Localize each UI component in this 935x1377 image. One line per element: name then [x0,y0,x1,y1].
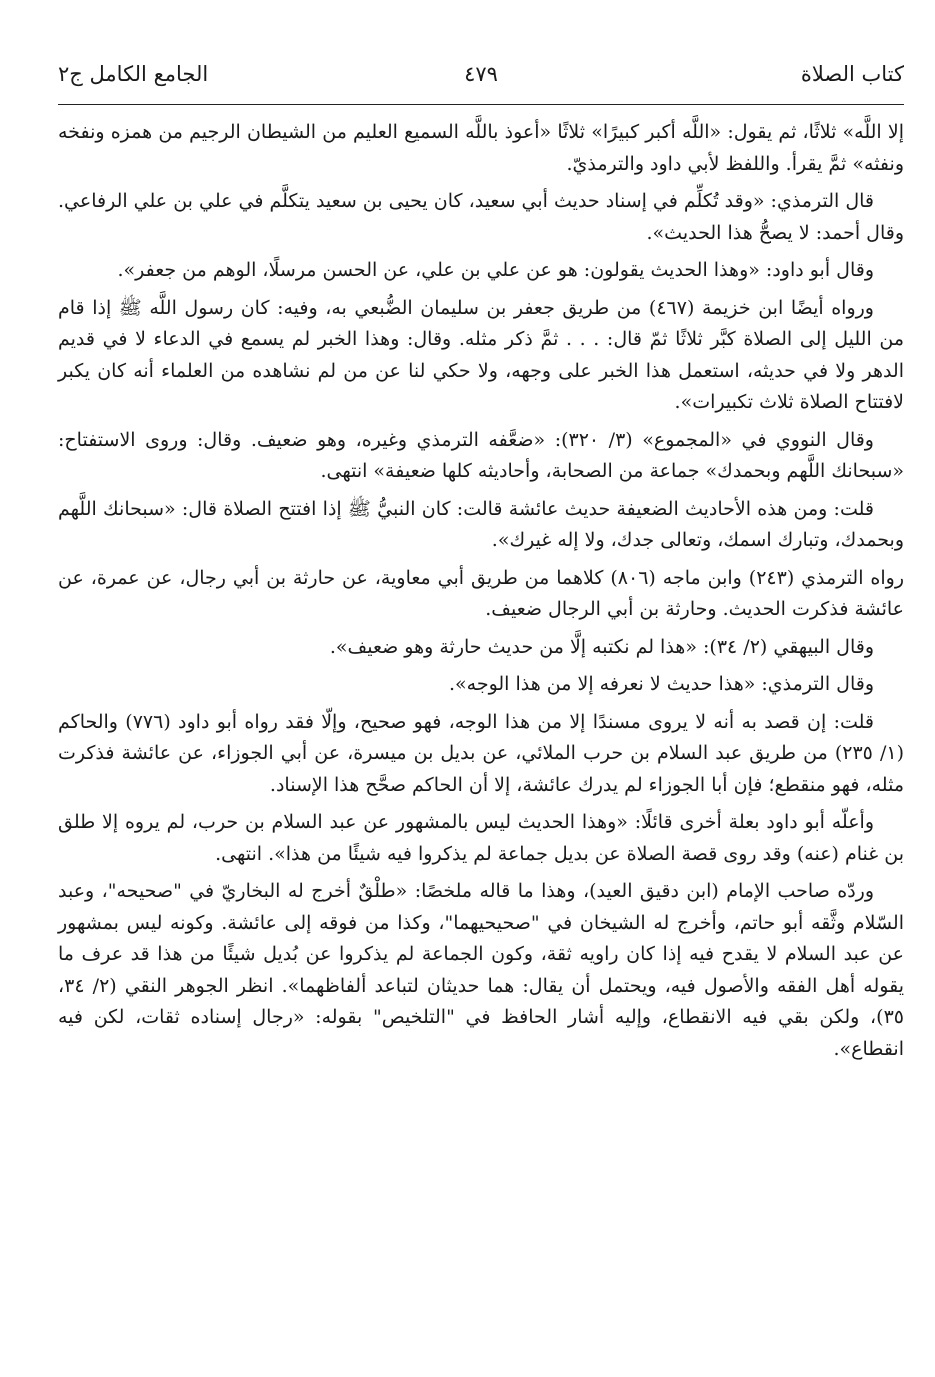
paragraph: وقال الترمذي: «هذا حديث لا نعرفه إلا من هذا الوجه». [448,673,874,695]
paragraph: وردّه صاحب الإمام (ابن دقيق العيد)، وهذا ما قاله ملخصًا: «طلْقٌ أخرج له البخاريّ في "صحيحه"، وعبد السّلام وثَّقه أبو حاتم، وأخرج له الشيخان في "صحيحيهما"، وكذا من فوقه إلى عائشة. وكونه ليس بمشهور عن عبد السلام لا يقدح فيه إذا كان راويه ثقة، وكون الجماعة لم يذكروا عن بُديل شيئًا من هذا قد عرف ما يقوله أهل الفقه والأصول فيه، ويحتمل أن يقال: هما حديثان لتباعد ألفاظهما». انظر الجوهر النقي (٢/ ٣٤، ٣٥)، ولكن بقي فيه الانقطاع، وإليه أشار الحافظ في "التلخيص" بقوله: «رجال إسناده ثقات، لكن فيه انقطاع». [58,880,904,1060]
book-page [58,62,904,1071]
paragraph: وقال أبو داود: «وهذا الحديث يقولون: هو عن علي بن علي، عن الحسن مرسلًا، الوهم من جعفر». [117,259,874,281]
running-head-title: الجامع الكامل ج٢ [58,62,209,86]
paragraph: وأعلّه أبو داود بعلة أخرى قائلًا: «وهذا الحديث ليس بالمشهور عن عبد السلام بن حرب، لم يروه إلا طلق بن غنام (عنه) وقد روى قصة الصلاة عن بديل جماعة لم يذكروا فيه شيئًا من هذا». انتهى. [58,811,904,865]
paragraph: ورواه أيضًا ابن خزيمة (٤٦٧) من طريق جعفر بن سليمان الضُّبعي به، وفيه: كان رسول اللَّه ﷺ إذا قام من الليل إلى الصلاة كبَّر ثلاثًا ثمّ قال: . . . ثمَّ ذكر مثله. وقال: وهذا الخبر لم يسمع في الدعاء لا في قديم الدهر ولا في حديثه، استعمل هذا الخبر على وجهه، ولا حكي لنا عن من لم نشاهده من العلماء أنه كان يكبر لافتتاح الصلاة ثلاث تكبيرات». [58,296,904,413]
page-number: ٤٧٩ [464,62,498,86]
page-body [58,117,904,1065]
paragraph: وقال البيهقي (٢/ ٣٤): «هذا لم نكتبه إلَّا من حديث حارثة وهو ضعيف». [329,635,874,658]
paragraph: وقال النووي في «المجموع» (٣/ ٣٢٠): «ضعَّفه الترمذي وغيره، وهو ضعيف. وقال: وروى الاستفتاح: «سبحانك اللَّهم وبحمدك» جماعة من الصحابة، وأحاديثه كلها ضعيفة» انتهى. [58,428,904,482]
page-header [58,62,904,104]
paragraph: رواه الترمذي (٢٤٣) وابن ماجه (٨٠٦) كلاهما من طريق أبي معاوية، عن حارثة بن أبي رجال، عن عمرة، عن عائشة فذكرت الحديث. وحارثة بن أبي الرجال ضعيف. [58,566,904,620]
paragraph: قال الترمذي: «وقد تُكلِّم في إسناد حديث أبي سعيد، كان يحيى بن سعيد يتكلَّم في علي بن علي الرفاعي. وقال أحمد: لا يصحُّ هذا الحديث». [58,190,904,244]
paragraph: إلا اللَّه» ثلاثًا، ثم يقول: «اللَّه أكبر كبيرًا» ثلاثًا «أعوذ باللَّه السميع العليم من الشيطان الرجيم من همزه ونفخه ونفثه» ثمَّ يقرأ. واللفظ لأبي داود والترمذيّ. [58,121,904,175]
running-head-section: كتاب الصلاة [800,62,904,86]
paragraph: قلت: إن قصد به أنه لا يروى مسندًا إلا من هذا الوجه، فهو صحيح، وإلّا فقد رواه أبو داود (٧٧٦) والحاكم (١/ ٢٣٥) من طريق عبد السلام بن حرب الملائي، عن بديل بن ميسرة، عن أبي الجوزاء، عن عائشة فذكرت مثله، فهو منقطع؛ فإن أبا الجوزاء لم يدرك عائشة، إلا أن الحاكم صحَّح هذا الإسناد. [58,710,904,796]
header-rule [58,104,904,105]
paragraph: قلت: ومن هذه الأحاديث الضعيفة حديث عائشة قالت: كان النبيُّ ﷺ إذا افتتح الصلاة قال: «سبحانك اللَّهم وبحمدك، وتبارك اسمك، وتعالى جدك، ولا إله غيرك». [58,497,904,551]
